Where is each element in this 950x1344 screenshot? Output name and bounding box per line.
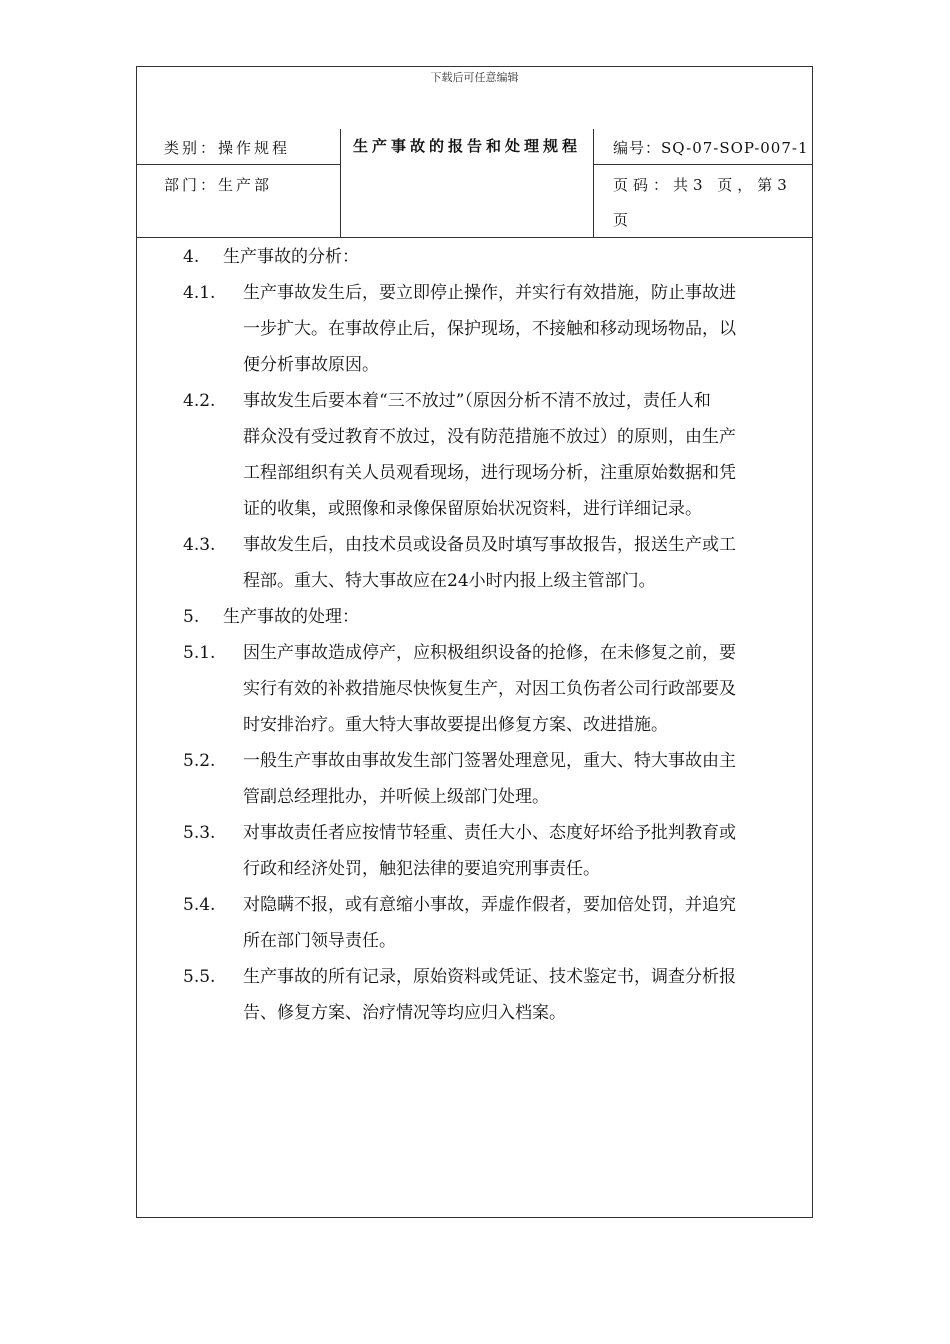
section-text-line: 生产事故发生后，要立即停止操作，并实行有效措施，防止事故进 <box>243 283 736 303</box>
section-text-line: 因生产事故造成停产，应积极组织设备的抢修，在未修复之前，要 <box>243 643 736 663</box>
section-number: 5.2. <box>183 751 216 771</box>
section-text-line: 时安排治疗。重大特大事故要提出修复方案、改进措施。 <box>243 715 668 735</box>
section-text-line: 工程部组织有关人员观看现场，进行现场分析，注重原始数据和凭 <box>243 463 736 483</box>
section-text-line: 行政和经济处罚，触犯法律的要追究刑事责任。 <box>243 859 600 879</box>
section-item <box>183 635 803 743</box>
section-number: 5.1. <box>183 643 216 663</box>
section-number: 4. <box>183 247 200 267</box>
section-item <box>183 959 803 1031</box>
category-label: 类别：操作规程 <box>164 139 291 157</box>
page-info: 页码：共3 页，第3 <box>613 176 792 194</box>
header-rule-left <box>137 164 340 165</box>
section-item <box>183 275 803 383</box>
section-text-line: 事故发生后要本着“三不放过”（原因分析不清不放过，责任人和 <box>243 391 711 411</box>
header-divider-right <box>593 129 594 237</box>
section-item <box>183 239 803 275</box>
section-item <box>183 887 803 959</box>
section-number: 4.1. <box>183 283 216 303</box>
section-text-line: 生产事故的处理： <box>223 607 359 627</box>
section-text-line: 一步扩大。在事故停止后，保护现场，不接触和移动现场物品，以 <box>243 319 736 339</box>
section-number: 4.2. <box>183 391 216 411</box>
section-text-line: 实行有效的补救措施尽快恢复生产，对因工负伤者公司行政部要及 <box>243 679 736 699</box>
section-number: 5.5. <box>183 967 216 987</box>
section-text-line: 事故发生后，由技术员或设备员及时填写事故报告，报送生产或工 <box>243 535 736 555</box>
document-title: 生产事故的报告和处理规程 <box>352 137 581 155</box>
header-bottom-rule <box>137 237 813 238</box>
section-text-line: 证的收集，或照像和录像保留原始状况资料，进行详细记录。 <box>243 499 702 519</box>
section-item <box>183 743 803 815</box>
page-info-continued: 页 <box>613 211 632 229</box>
section-text-line: 生产事故的所有记录，原始资料或凭证、技术鉴定书，调查分析报 <box>243 967 736 987</box>
section-text-line: 程部。重大、特大事故应在24小时内报上级主管部门。 <box>243 571 656 591</box>
section-item <box>183 383 803 527</box>
section-text-line: 便分析事故原因。 <box>243 355 379 375</box>
section-item <box>183 815 803 887</box>
section-number: 4.3. <box>183 535 216 555</box>
section-text-line: 告、修复方案、治疗情况等均应归入档案。 <box>243 1003 566 1023</box>
section-number: 5. <box>183 607 200 627</box>
header-rule-right <box>593 164 813 165</box>
section-item <box>183 527 803 599</box>
document-frame <box>136 66 813 1218</box>
department-label: 部门：生产部 <box>164 176 273 194</box>
section-text-line: 对事故责任者应按情节轻重、责任大小、态度好坏给予批判教育或 <box>243 823 736 843</box>
section-text-line: 一般生产事故由事故发生部门签署处理意见，重大、特大事故由主 <box>243 751 736 771</box>
section-text-line: 对隐瞒不报，或有意缩小事故，弄虚作假者，要加倍处罚，并追究 <box>243 895 736 915</box>
section-text-line: 生产事故的分析： <box>223 247 359 267</box>
document-number: 编号：SQ-07-SOP-007-1 <box>613 139 809 157</box>
watermark: 下载后可任意编辑 <box>430 71 519 84</box>
section-number: 5.4. <box>183 895 216 915</box>
section-text-line: 所在部门领导责任。 <box>243 931 396 951</box>
section-item <box>183 599 803 635</box>
section-number: 5.3. <box>183 823 216 843</box>
section-text-line: 管副总经理批办，并听候上级部门处理。 <box>243 787 549 807</box>
section-text-line: 群众没有受过教育不放过，没有防范措施不放过）的原则，由生产 <box>243 427 736 447</box>
